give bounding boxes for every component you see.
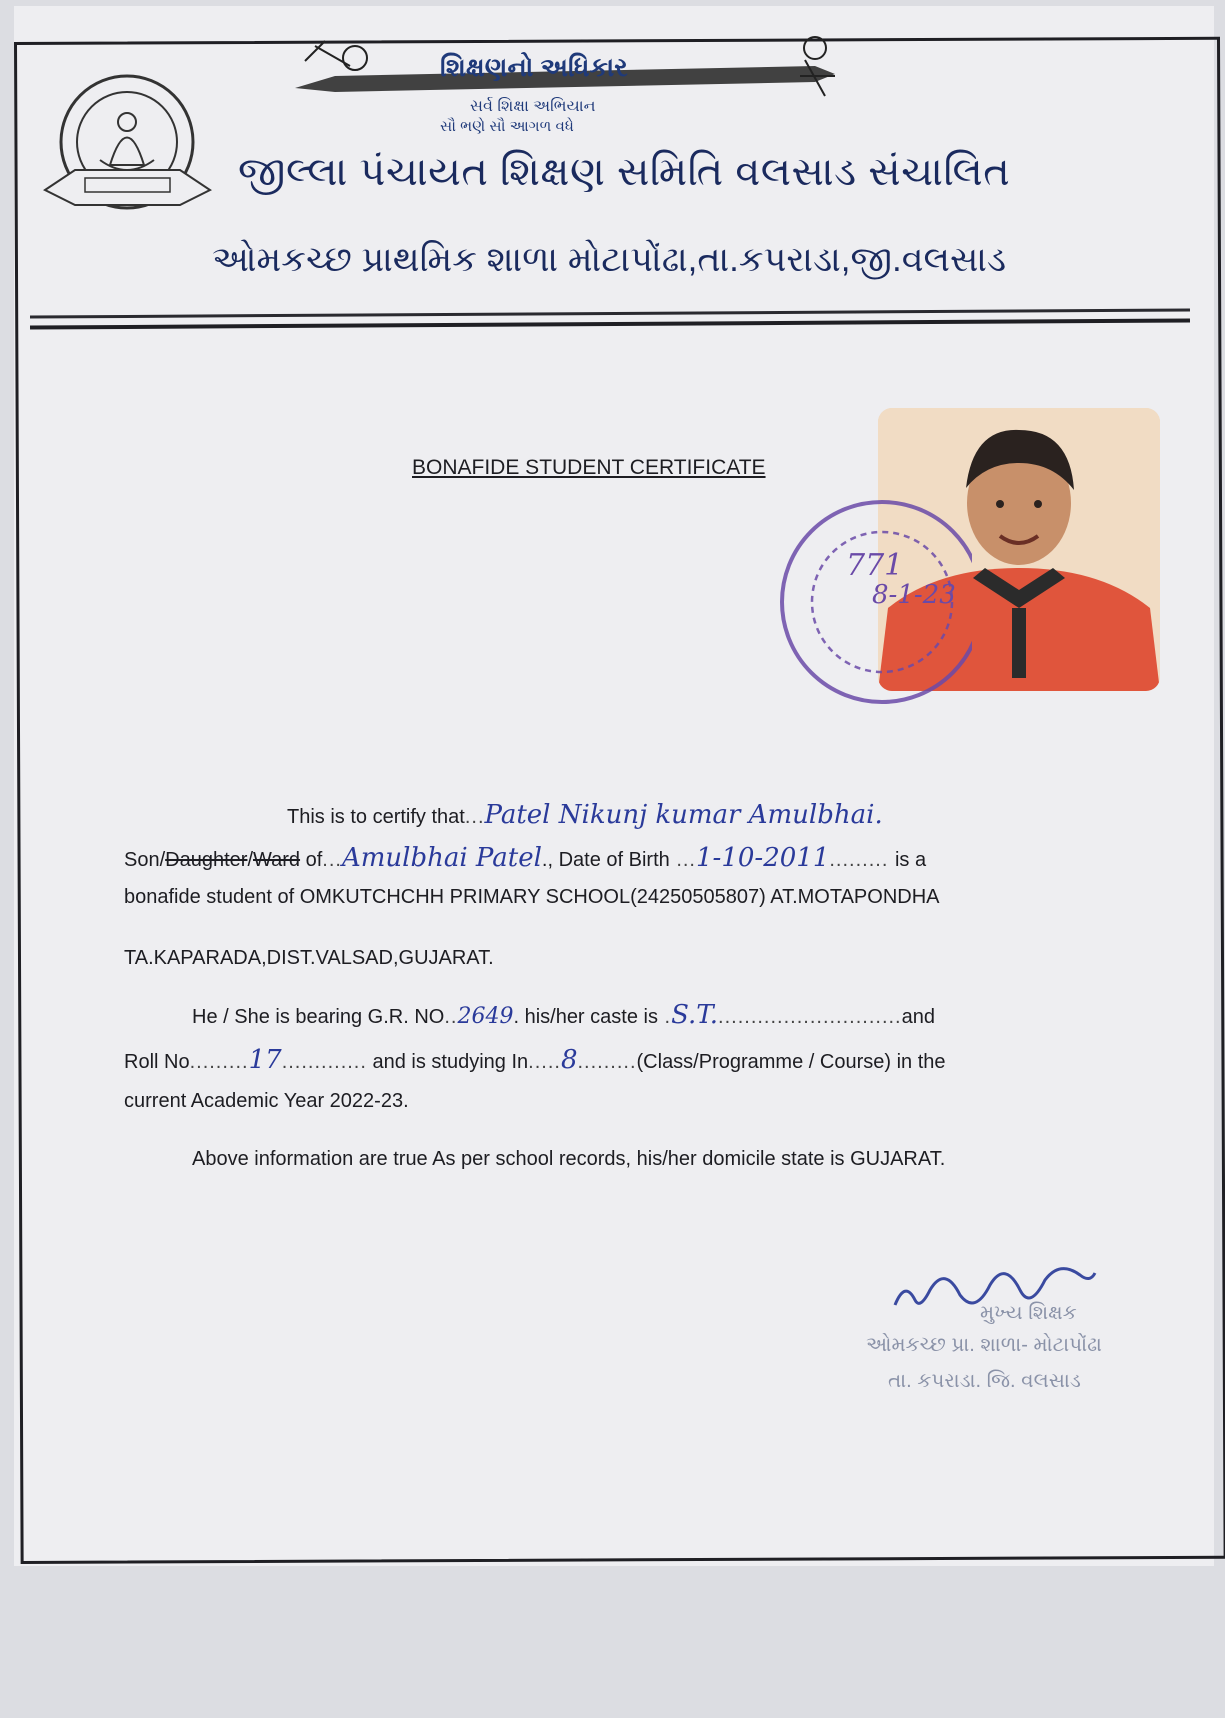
banner-title: શિક્ષણનો અધિકાર: [440, 52, 628, 82]
banner-subtitle-2: સૌ ભણે સૌ આગળ વધે: [440, 118, 574, 135]
gr-number: 2649: [457, 1004, 514, 1029]
roll-class-line: Roll No.........17............. and is studying In.....8.........(Class/Programme / Course) in the: [124, 1045, 946, 1075]
relation-daughter-struck: Daughter: [165, 849, 248, 871]
student-name: Patel Nikunj kumar Amulbhai.: [484, 800, 883, 830]
relation-slash: /: [247, 849, 253, 871]
is-a-label: is a: [894, 849, 927, 871]
caste-label: . his/her caste is: [513, 1006, 658, 1028]
relation-line: Son/Daughter/Ward of...Amulbhai Patel., Date of Birth ...1-10-2011......... is a: [124, 843, 927, 873]
relation-of: of: [300, 849, 323, 871]
class-value: 8: [560, 1045, 578, 1075]
roll-number: 17: [248, 1045, 282, 1075]
studying-label: and is studying In: [366, 1051, 529, 1073]
address-line: TA.KAPARADA,DIST.VALSAD,GUJARAT.: [124, 947, 494, 969]
caste-value: S.T.: [671, 1000, 719, 1030]
banner-subtitle-1: સર્વ શિક્ષા અભિયાન: [470, 98, 596, 115]
domicile-line: Above information are true As per school records, his/her domicile state is GUJARAT.: [192, 1148, 946, 1170]
district-panchayat-heading: જીલ્લા પંચાયત શિક્ષણ સમિતિ વલસાડ સંચાલિત: [238, 150, 1011, 194]
signature-place: તા. કપરાડા. જિ. વલસાડ: [888, 1370, 1081, 1392]
relation-ward-struck: Ward: [253, 849, 301, 871]
class-suffix: (Class/Programme / Course) in the: [636, 1051, 946, 1073]
dob-label: ., Date of Birth: [541, 849, 670, 871]
roll-label: Roll No: [124, 1051, 190, 1073]
stamp-number: 771: [846, 548, 904, 583]
gr-caste-line: He / She is bearing G.R. NO..2649. his/her caste is .S.T.............................and: [192, 1000, 935, 1030]
date-of-birth: 1-10-2011: [696, 843, 830, 873]
school-line: bonafide student of OMKUTCHCHH PRIMARY SCHOOL(24250505807) AT.MOTAPONDHA: [124, 886, 940, 908]
and-label: and: [901, 1006, 935, 1028]
school-name-heading: ઓમકચ્છ પ્રાથમિક શાળા મોટાપોંઢા,તા.કપરાડા,જી.વલસાડ: [212, 240, 1007, 279]
school-emblem-logo: [40, 70, 215, 230]
certify-prefix: This is to certify that: [287, 806, 465, 828]
signature-school: ઓમકચ્છ પ્રા. શાળા- મોટાપોંઢા: [866, 1334, 1102, 1356]
signature-designation: મુખ્ય શિક્ષક: [980, 1302, 1077, 1324]
relation-son: Son/: [124, 849, 166, 871]
gr-label: He / She is bearing G.R. NO: [192, 1006, 445, 1028]
certificate-title: BONAFIDE STUDENT CERTIFICATE: [412, 456, 766, 479]
certify-line: This is to certify that...Patel Nikunj kumar Amulbhai.: [287, 800, 883, 830]
parent-name: Amulbhai Patel: [341, 843, 542, 873]
academic-year-line: current Academic Year 2022-23.: [124, 1090, 409, 1112]
stamp-date: 8-1-23: [872, 580, 956, 610]
